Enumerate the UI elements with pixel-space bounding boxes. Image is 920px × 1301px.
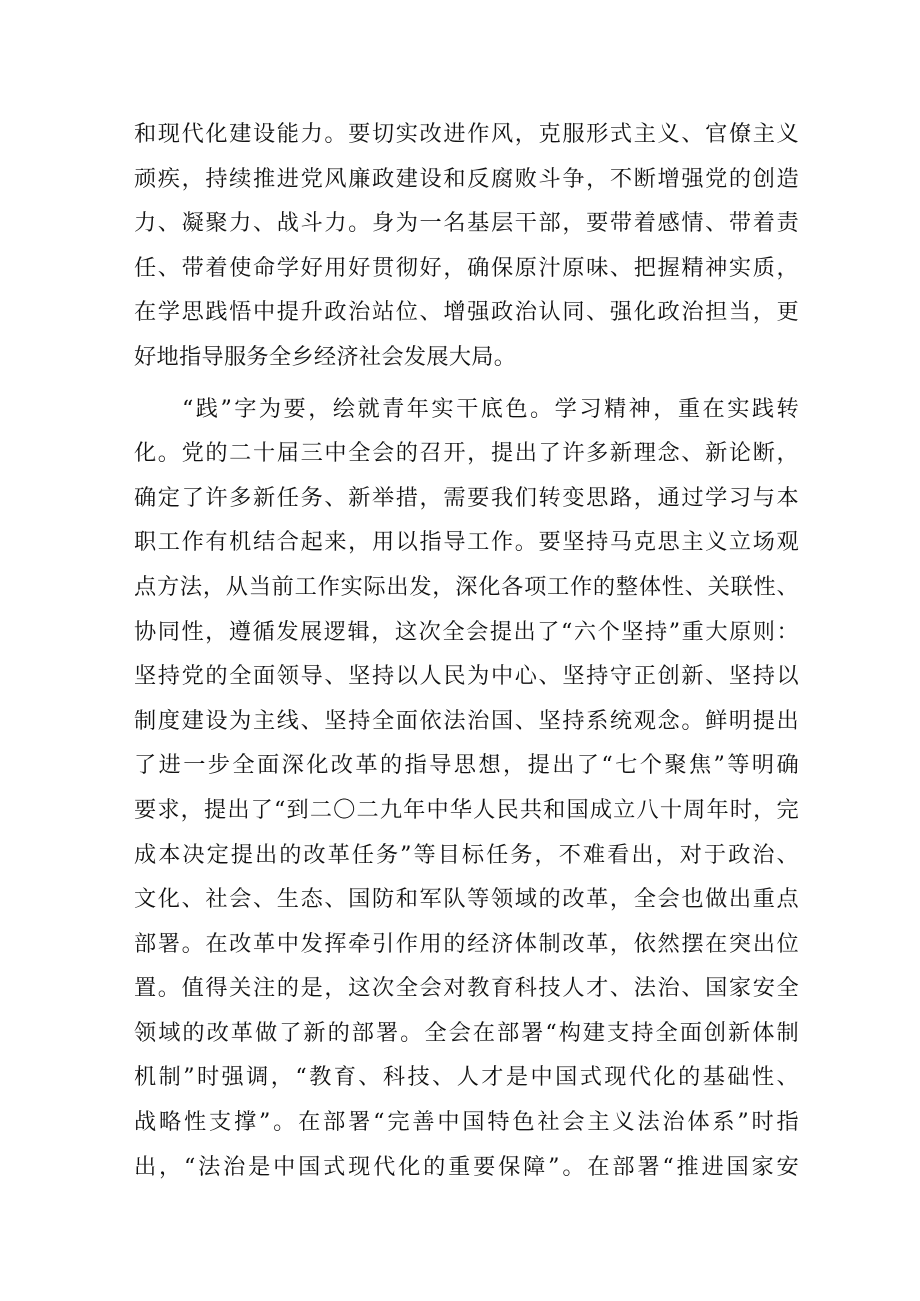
paragraph-2 — [134, 387, 799, 1190]
text-line: 战略性支撑”。在部署“完善中国特色社会主义法治体系”时指 — [134, 1109, 799, 1136]
text-line: 了进一步全面深化改革的指导思想，提出了“七个聚焦”等明确 — [134, 752, 799, 779]
text-line: 在学思践悟中提升政治站位、增强政治认同、强化政治担当，更 — [134, 299, 799, 326]
text-line: 坚持党的全面领导、坚持以人民为中心、坚持守正创新、坚持以 — [134, 663, 799, 690]
text-line: 确定了许多新任务、新举措，需要我们转变思路，通过学习与本 — [134, 484, 799, 511]
text-line: 制度建设为主线、坚持全面依法治国、坚持系统观念。鲜明提出 — [134, 707, 799, 734]
text-line: 任、带着使命学好用好贯彻好，确保原汁原味、把握精神实质， — [134, 254, 799, 281]
document-body — [134, 112, 799, 1189]
paragraph-gap — [134, 380, 799, 387]
text-line: 文化、社会、生态、国防和军队等领域的改革，全会也做出重点 — [134, 886, 799, 913]
paragraph-1 — [134, 112, 799, 380]
text-line: 协同性，遵循发展逻辑，这次全会提出了“六个坚持”重大原则： — [134, 618, 799, 645]
text-line: 力、凝聚力、战斗力。身为一名基层干部，要带着感情、带着责 — [134, 210, 799, 237]
text-line: 化。党的二十届三中全会的召开，提出了许多新理念、新论断， — [134, 440, 799, 467]
text-line: 领域的改革做了新的部署。全会在部署“构建支持全面创新体制 — [134, 1019, 799, 1046]
text-line: 出，“法治是中国式现代化的重要保障”。在部署“推进国家安 — [134, 1153, 799, 1180]
text-line: 成本决定提出的改革任务”等目标任务，不难看出，对于政治、 — [134, 841, 799, 868]
text-line: 置。值得关注的是，这次全会对教育科技人才、法治、国家安全 — [134, 975, 799, 1002]
text-line: 顽疾，持续推进党风廉政建设和反腐败斗争，不断增强党的创造 — [134, 165, 799, 192]
text-line: 好地指导服务全乡经济社会发展大局。 — [134, 343, 517, 370]
text-line: 机制”时强调，“教育、科技、人才是中国式现代化的基础性、 — [134, 1064, 799, 1091]
text-line: 和现代化建设能力。要切实改进作风，克服形式主义、官僚主义 — [134, 121, 799, 147]
text-line: 要求，提出了“到二〇二九年中华人民共和国成立八十周年时，完 — [134, 796, 799, 823]
text-line: “践”字为要，绘就青年实干底色。学习精神，重在实践转 — [182, 395, 799, 422]
text-line: 点方法，从当前工作实际出发，深化各项工作的整体性、关联性、 — [134, 573, 799, 600]
text-line: 职工作有机结合起来，用以指导工作。要坚持马克思主义立场观 — [134, 529, 799, 556]
text-line: 部署。在改革中发挥牵引作用的经济体制改革，依然摆在突出位 — [134, 930, 799, 957]
